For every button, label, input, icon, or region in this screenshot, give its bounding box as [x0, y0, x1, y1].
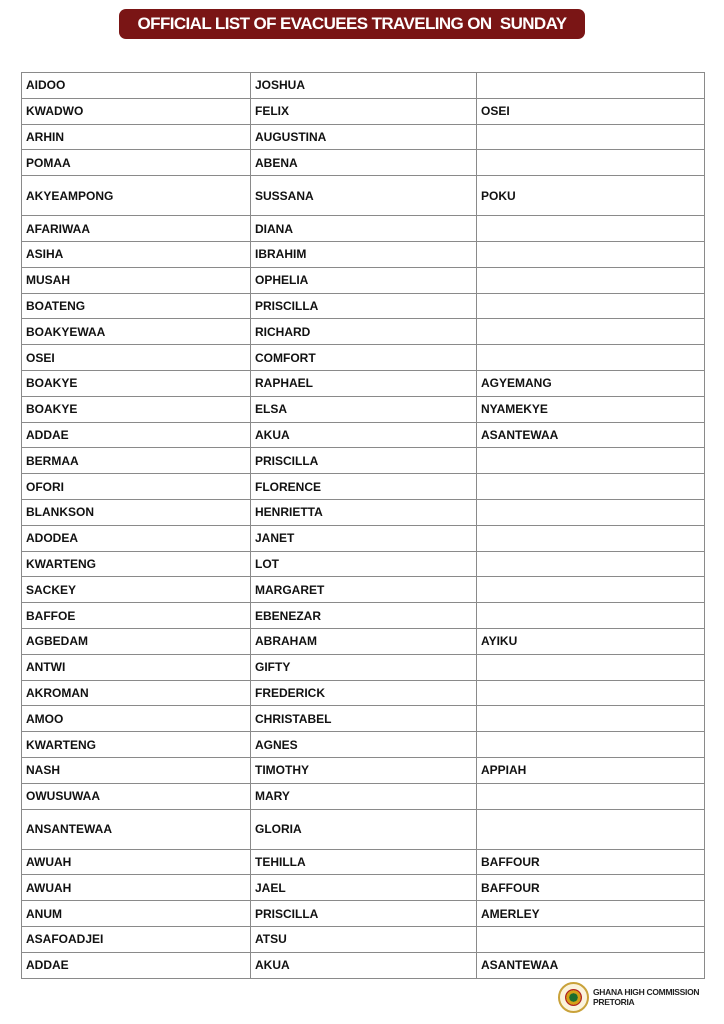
surname-cell: ARHIN	[22, 124, 251, 150]
first-name-cell: MARGARET	[251, 577, 477, 603]
surname-cell: BOAKYE	[22, 370, 251, 396]
footer-organization: GHANA HIGH COMMISSION	[593, 987, 700, 997]
surname-cell: ADDAE	[22, 422, 251, 448]
first-name-cell: AUGUSTINA	[251, 124, 477, 150]
first-name-cell: EBENEZAR	[251, 603, 477, 629]
first-name-cell: ATSU	[251, 926, 477, 952]
first-name-cell: DIANA	[251, 216, 477, 242]
table-row	[22, 706, 705, 732]
first-name-cell: FLORENCE	[251, 474, 477, 500]
first-name-cell: AKUA	[251, 952, 477, 978]
table-row	[22, 875, 705, 901]
other-name-cell	[477, 551, 705, 577]
first-name-cell: FREDERICK	[251, 680, 477, 706]
first-name-cell: FELIX	[251, 98, 477, 124]
evacuee-table-body	[22, 73, 705, 979]
other-name-cell	[477, 603, 705, 629]
other-name-cell: BAFFOUR	[477, 875, 705, 901]
surname-cell: AMOO	[22, 706, 251, 732]
table-row	[22, 952, 705, 978]
table-row	[22, 680, 705, 706]
first-name-cell: JOSHUA	[251, 73, 477, 99]
other-name-cell	[477, 345, 705, 371]
other-name-cell	[477, 124, 705, 150]
first-name-cell: CHRISTABEL	[251, 706, 477, 732]
table-row	[22, 396, 705, 422]
surname-cell: ANSANTEWAA	[22, 809, 251, 849]
surname-cell: MUSAH	[22, 267, 251, 293]
table-row	[22, 732, 705, 758]
other-name-cell: NYAMEKYE	[477, 396, 705, 422]
footer-text	[593, 987, 699, 1007]
first-name-cell: AGNES	[251, 732, 477, 758]
surname-cell: OWUSUWAA	[22, 783, 251, 809]
surname-cell: AKROMAN	[22, 680, 251, 706]
surname-cell: AWUAH	[22, 875, 251, 901]
table-row	[22, 448, 705, 474]
other-name-cell: BAFFOUR	[477, 849, 705, 875]
surname-cell: AFARIWAA	[22, 216, 251, 242]
table-row	[22, 654, 705, 680]
page-title: OFFICIAL LIST OF EVACUEES TRAVELING ON SUNDAY	[137, 14, 567, 33]
first-name-cell: TIMOTHY	[251, 757, 477, 783]
surname-cell: KWADWO	[22, 98, 251, 124]
first-name-cell: ABRAHAM	[251, 628, 477, 654]
surname-cell: AWUAH	[22, 849, 251, 875]
table-row	[22, 216, 705, 242]
table-row	[22, 474, 705, 500]
other-name-cell: AYIKU	[477, 628, 705, 654]
table-row	[22, 98, 705, 124]
surname-cell: POMAA	[22, 150, 251, 176]
ghana-coat-of-arms-icon	[558, 982, 589, 1013]
first-name-cell: PRISCILLA	[251, 448, 477, 474]
table-row	[22, 370, 705, 396]
table-row	[22, 499, 705, 525]
other-name-cell	[477, 319, 705, 345]
surname-cell: AIDOO	[22, 73, 251, 99]
surname-cell: ANUM	[22, 901, 251, 927]
other-name-cell	[477, 706, 705, 732]
first-name-cell: IBRAHIM	[251, 241, 477, 267]
first-name-cell: JAEL	[251, 875, 477, 901]
other-name-cell	[477, 267, 705, 293]
other-name-cell: AMERLEY	[477, 901, 705, 927]
other-name-cell	[477, 783, 705, 809]
first-name-cell: COMFORT	[251, 345, 477, 371]
surname-cell: ASAFOADJEI	[22, 926, 251, 952]
table-row	[22, 73, 705, 99]
other-name-cell: AGYEMANG	[477, 370, 705, 396]
other-name-cell: POKU	[477, 176, 705, 216]
other-name-cell: ASANTEWAA	[477, 952, 705, 978]
first-name-cell: RICHARD	[251, 319, 477, 345]
other-name-cell: OSEI	[477, 98, 705, 124]
other-name-cell	[477, 474, 705, 500]
other-name-cell: ASANTEWAA	[477, 422, 705, 448]
first-name-cell: HENRIETTA	[251, 499, 477, 525]
surname-cell: NASH	[22, 757, 251, 783]
other-name-cell	[477, 680, 705, 706]
table-row	[22, 176, 705, 216]
evacuee-table	[21, 72, 705, 979]
footer-logo	[558, 979, 718, 1015]
other-name-cell	[477, 293, 705, 319]
surname-cell: BOATENG	[22, 293, 251, 319]
other-name-cell	[477, 926, 705, 952]
table-row	[22, 293, 705, 319]
table-row	[22, 628, 705, 654]
other-name-cell	[477, 525, 705, 551]
table-row	[22, 757, 705, 783]
first-name-cell: RAPHAEL	[251, 370, 477, 396]
first-name-cell: AKUA	[251, 422, 477, 448]
table-row	[22, 422, 705, 448]
surname-cell: BAFFOE	[22, 603, 251, 629]
first-name-cell: MARY	[251, 783, 477, 809]
table-row	[22, 525, 705, 551]
first-name-cell: PRISCILLA	[251, 293, 477, 319]
table-row	[22, 267, 705, 293]
table-row	[22, 241, 705, 267]
table-row	[22, 783, 705, 809]
other-name-cell	[477, 499, 705, 525]
first-name-cell: ABENA	[251, 150, 477, 176]
table-row	[22, 345, 705, 371]
surname-cell: KWARTENG	[22, 551, 251, 577]
first-name-cell: OPHELIA	[251, 267, 477, 293]
first-name-cell: TEHILLA	[251, 849, 477, 875]
surname-cell: OSEI	[22, 345, 251, 371]
table-row	[22, 124, 705, 150]
other-name-cell: APPIAH	[477, 757, 705, 783]
surname-cell: OFORI	[22, 474, 251, 500]
table-row	[22, 603, 705, 629]
table-row	[22, 849, 705, 875]
table-row	[22, 809, 705, 849]
first-name-cell: JANET	[251, 525, 477, 551]
first-name-cell: GLORIA	[251, 809, 477, 849]
surname-cell: AGBEDAM	[22, 628, 251, 654]
table-row	[22, 551, 705, 577]
footer-location: PRETORIA	[593, 997, 635, 1007]
other-name-cell	[477, 241, 705, 267]
table-row	[22, 926, 705, 952]
surname-cell: ADODEA	[22, 525, 251, 551]
other-name-cell	[477, 809, 705, 849]
table-row	[22, 150, 705, 176]
first-name-cell: PRISCILLA	[251, 901, 477, 927]
other-name-cell	[477, 448, 705, 474]
other-name-cell	[477, 654, 705, 680]
table-row	[22, 577, 705, 603]
surname-cell: ADDAE	[22, 952, 251, 978]
other-name-cell	[477, 216, 705, 242]
surname-cell: BERMAA	[22, 448, 251, 474]
first-name-cell: SUSSANA	[251, 176, 477, 216]
surname-cell: ANTWI	[22, 654, 251, 680]
table-row	[22, 901, 705, 927]
surname-cell: ASIHA	[22, 241, 251, 267]
surname-cell: AKYEAMPONG	[22, 176, 251, 216]
first-name-cell: ELSA	[251, 396, 477, 422]
title-banner	[119, 9, 585, 39]
surname-cell: KWARTENG	[22, 732, 251, 758]
surname-cell: SACKEY	[22, 577, 251, 603]
other-name-cell	[477, 577, 705, 603]
surname-cell: BOAKYE	[22, 396, 251, 422]
first-name-cell: GIFTY	[251, 654, 477, 680]
other-name-cell	[477, 73, 705, 99]
table-row	[22, 319, 705, 345]
surname-cell: BLANKSON	[22, 499, 251, 525]
first-name-cell: LOT	[251, 551, 477, 577]
surname-cell: BOAKYEWAA	[22, 319, 251, 345]
other-name-cell	[477, 150, 705, 176]
other-name-cell	[477, 732, 705, 758]
